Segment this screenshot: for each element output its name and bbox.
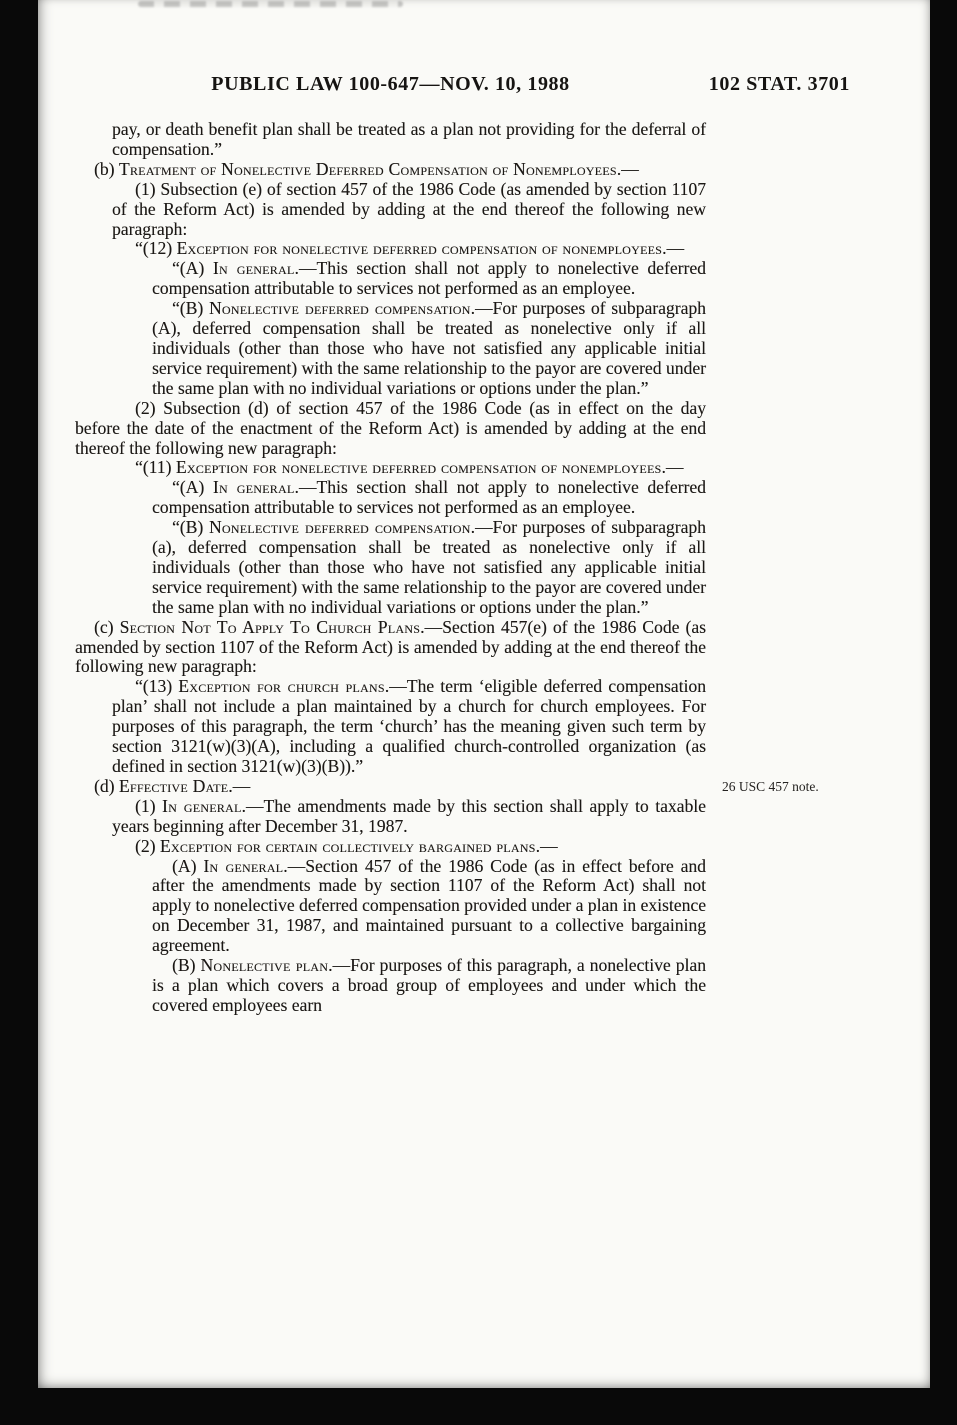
paragraph	[112, 837, 706, 857]
small-caps-run: Exception for nonelective deferred compensation of nonemployees	[175, 457, 662, 478]
paragraph	[112, 677, 706, 777]
paragraph	[112, 797, 706, 837]
paragraph	[112, 239, 706, 259]
paragraph	[152, 518, 706, 618]
text-run: .—Section 457(e) of the 1986 Code (as amended by section 1107 of the Reform Act) is amended by adding at the end thereof the following new paragraph:	[75, 616, 706, 677]
small-caps-run: Effective Date	[118, 775, 229, 796]
text-run: .—	[616, 158, 639, 179]
text-run: “(13)	[135, 676, 179, 697]
paragraph	[152, 259, 706, 299]
text-run: “(12)	[135, 238, 177, 259]
text-run: pay, or death benefit plan shall be treated as a plan not providing for the deferral of compensation.”	[112, 119, 706, 159]
text-run: (c)	[94, 616, 120, 637]
scan-border-left	[0, 0, 38, 1425]
text-run: .—	[535, 835, 558, 856]
text-run: .—	[662, 238, 685, 259]
paragraph	[152, 956, 706, 1016]
small-caps-run: In general	[203, 855, 284, 876]
scan-border-bottom	[0, 1388, 957, 1425]
margin-note: 26 USC 457 note.	[722, 778, 819, 794]
text-run: (A)	[172, 855, 204, 876]
text-run: .—	[661, 457, 684, 478]
paragraph	[152, 857, 706, 957]
small-caps-run: Exception for church plans	[178, 676, 385, 697]
small-caps-run: Section Not To Apply To Church Plans	[119, 616, 421, 637]
text-run: (d)	[94, 775, 119, 796]
text-run: .—This section shall not apply to nonelective deferred compensation attributable to services not performed as an employee.	[152, 258, 706, 299]
small-caps-run: In general	[212, 258, 295, 279]
text-run: (2)	[135, 835, 160, 856]
paragraph	[152, 478, 706, 518]
small-caps-run: In general	[212, 477, 295, 498]
scanned-page	[38, 0, 930, 1388]
small-caps-run: Nonelective deferred compensation	[208, 298, 471, 319]
text-run: .—For purposes of subparagraph (a), deferred compensation shall be treated as nonelective only if all individuals (other than those who have not satisfied any applicable initial service requirement) with the same relationship to the payor are covered under the same plan with no individual variations or options under the plan.”	[152, 517, 706, 617]
small-caps-run: Exception for certain collectively bargained plans	[159, 835, 536, 856]
paragraph	[75, 399, 706, 459]
page-header-law-title: PUBLIC LAW 100-647—NOV. 10, 1988	[211, 73, 570, 95]
text-run: “(A)	[172, 477, 213, 498]
text-run: (2) Subsection (d) of section 457 of the 1986 Code (as in effect on the day before the date of the enactment of the Reform Act) is amended by adding at the end thereof the following new paragraph:	[75, 397, 706, 458]
text-run: “(B)	[172, 517, 209, 538]
text-run: .—Section 457 of the 1986 Code (as in effect before and after the amendments made by section 1107 of the Reform Act) shall not apply to nonelective deferred compensation provided under a plan in existence on December 31, 1987, and maintained pursuant to a collective bargaining agreement.	[152, 855, 706, 956]
text-run: .—For purposes of this paragraph, a nonelective plan is a plan which covers a broad group of employees and under which the covered employees earn	[152, 955, 707, 1015]
paragraph	[112, 180, 706, 240]
paragraph	[75, 618, 706, 678]
paragraph	[75, 775, 819, 797]
text-run: “(11)	[135, 457, 176, 478]
paragraph	[152, 299, 706, 399]
paragraph	[75, 160, 706, 180]
text-run: “(B)	[172, 298, 209, 319]
paragraph	[112, 458, 706, 478]
text-run: (b)	[94, 158, 119, 179]
text-run: “(A)	[172, 258, 213, 279]
text-run: .—The amendments made by this section shall apply to taxable years beginning after December 31, 1987.	[112, 795, 706, 836]
text-run: .—	[228, 775, 251, 796]
small-caps-run: Exception for nonelective deferred compensation of nonemployees	[176, 238, 663, 259]
small-caps-run: Nonelective plan	[200, 955, 329, 976]
text-run: (1) Subsection (e) of section 457 of the 1986 Code (as amended by section 1107 of the Reform Act) is amended by adding at the end thereof the following new paragraph:	[112, 178, 706, 239]
text-run: (1)	[135, 795, 163, 816]
small-caps-run: Nonelective deferred compensation	[208, 517, 471, 538]
scan-artifact	[138, 1, 403, 7]
scan-border-right	[930, 0, 957, 1425]
text-run: .—This section shall not apply to nonelective deferred compensation attributable to services not performed as an employee.	[152, 477, 706, 518]
small-caps-run: Treatment of Nonelective Deferred Compensation of Nonemployees	[118, 158, 617, 179]
text-run: .—The term ‘eligible deferred compensation plan’ shall not include a plan maintained by a church for church employees. For purposes of this paragraph, the term ‘church’ has the meaning given such term by section 3121(w)(3)(A), including a qualified church-controlled organization (as defined in section 3121(w)(3)(B)).”	[112, 676, 706, 776]
text-run: .—For purposes of subparagraph (A), deferred compensation shall be treated as nonelective only if all individuals (other than those who have not satisfied any applicable initial service requirement) with the same relationship to the payor are covered under the same plan with no individual variations or options under the plan.”	[152, 298, 706, 398]
small-caps-run: In general	[162, 795, 242, 816]
paragraph	[112, 120, 706, 160]
text-run: (B)	[172, 955, 201, 976]
document-body	[75, 119, 819, 1016]
page-header-stat-number: 102 STAT. 3701	[708, 73, 850, 95]
